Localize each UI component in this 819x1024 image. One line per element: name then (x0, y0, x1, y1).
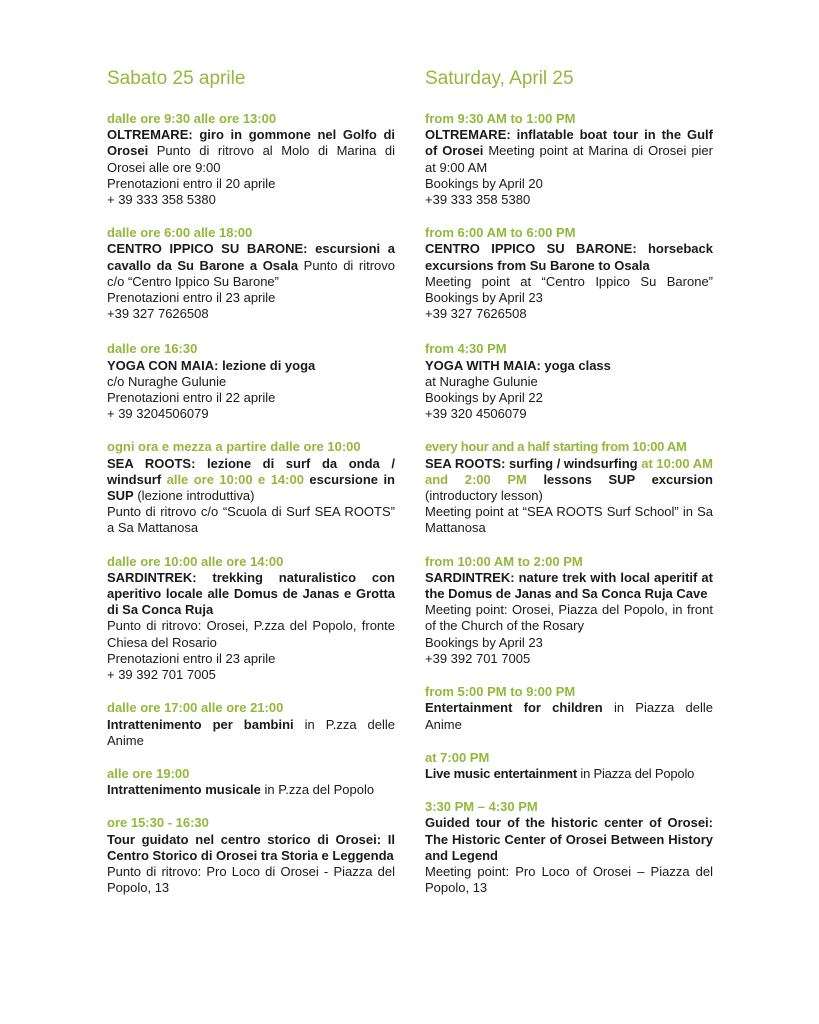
event-details: Meeting point at Marina di Orosei pier at 9:00 AM (425, 143, 713, 175)
event-details: Meeting point: Orosei, Piazza del Popolo, in front of the Church of the Rosary (425, 602, 713, 634)
event-title: Tour guidato nel centro storico di Orosei: Il Centro Storico di Orosei tra Storia e Leggenda (107, 831, 395, 863)
event-phone: +39 333 358 5380 (425, 192, 531, 208)
event-time: from 6:00 AM to 6:00 PM (425, 225, 576, 241)
event-time: 3:30 PM – 4:30 PM (425, 799, 538, 815)
event-time: alle ore 19:00 (107, 765, 190, 781)
event-sardintrek-it (107, 554, 395, 684)
event-title: Live music entertainment (425, 765, 577, 781)
event-time: dalle ore 6:00 alle 18:00 (107, 225, 253, 241)
event-tour-it (107, 815, 395, 896)
event-details: Meeting point: Pro Loco of Orosei – Piazza del Popolo, 13 (425, 863, 713, 896)
event-time: dalle ore 16:30 (107, 341, 198, 357)
event-details: at Nuraghe Gulunie (425, 373, 538, 389)
event-oltremare-it (107, 111, 395, 208)
english-column (425, 66, 713, 896)
event-phone: +39 320 4506079 (425, 406, 527, 422)
event-note: (lezione introduttiva) (133, 488, 255, 504)
event-phone: +39 327 7626508 (425, 306, 527, 322)
event-title: SEA ROOTS: surfing / windsurfing (425, 455, 638, 471)
event-booking: Prenotazioni entro il 23 aprile (107, 290, 276, 306)
event-title: Entertainment for children (425, 700, 603, 716)
event-details: Punto di ritrovo c/o “Centro Ippico Su Barone” (107, 257, 396, 289)
event-details: in Piazza del Popolo (576, 765, 695, 781)
event-title: SARDINTREK: trekking naturalistico con aperitivo locale alle Domus de Janas e Grotta di Sa Conca Ruja (107, 569, 395, 618)
event-time: from 9:30 AM to 1:00 PM (425, 111, 576, 126)
event-highlight-times: alle ore 10:00 e 14:00 (161, 471, 304, 487)
event-time: ore 15:30 - 16:30 (107, 815, 209, 831)
event-details: Punto di ritrovo: Orosei, P.zza del Popolo, fronte Chiesa del Rosario (107, 618, 395, 650)
event-title: Guided tour of the historic center of Orosei: The Historic Center of Orosei Between History and Legend (425, 815, 713, 863)
event-title: CENTRO IPPICO SU BARONE: horseback excursions from Su Barone to Osala (425, 241, 713, 273)
event-ippico-en (425, 225, 713, 322)
event-phone: + 39 333 358 5380 (107, 192, 216, 208)
event-phone: +39 392 701 7005 (425, 650, 531, 666)
event-time: dalle ore 10:00 alle ore 14:00 (107, 553, 284, 569)
event-booking: Prenotazioni entro il 20 aprile (107, 175, 276, 191)
event-yoga-en (425, 341, 713, 422)
event-title: Intrattenimento musicale (107, 782, 261, 798)
event-time: from 10:00 AM to 2:00 PM (425, 553, 583, 569)
event-sardintrek-en (425, 554, 713, 667)
event-details: Punto di ritrovo c/o “Scuola di Surf SEA ROOTS” a Sa Mattanosa (107, 504, 395, 536)
event-ippico-it (107, 225, 395, 322)
event-title: YOGA CON MAIA: lezione di yoga (107, 357, 316, 373)
event-time: from 4:30 PM (425, 341, 507, 357)
event-time: ogni ora e mezza a partire dalle ore 10:00 (107, 439, 361, 455)
event-details: Meeting point at “Centro Ippico Su Barone” Bookings by April 23 (425, 273, 713, 306)
event-booking: Bookings by April 20 (425, 175, 543, 191)
event-details: c/o Nuraghe Gulunie (107, 373, 227, 389)
event-oltremare-en (425, 111, 713, 208)
event-children-en (425, 684, 713, 733)
event-details: Meeting point at “SEA ROOTS Surf School” in Sa Mattanosa (425, 504, 713, 536)
event-title: SEA ROOTS: lezione di surf da onda / windsurf (107, 455, 395, 487)
event-searoots-en (425, 439, 713, 536)
english-heading: Saturday, April 25 (425, 68, 574, 89)
event-phone: +39 327 7626508 (107, 306, 209, 322)
event-note: (introductory lesson) (425, 488, 543, 504)
event-title: OLTREMARE: inflatable boat tour in the Gulf of Orosei (425, 127, 713, 159)
italian-column (107, 66, 395, 896)
event-phone: + 39 392 701 7005 (107, 667, 216, 683)
event-title: SARDINTREK: nature trek with local aperitif at the Domus de Janas and Sa Conca Ruja Cave (425, 569, 713, 602)
event-time: from 5:00 PM to 9:00 PM (425, 684, 576, 700)
event-children-it (107, 700, 395, 749)
event-title-continued: escursione in SUP (107, 471, 396, 504)
event-title: YOGA WITH MAIA: yoga class (425, 357, 611, 373)
event-details: Punto di ritrovo: Pro Loco di Orosei - Piazza del Popolo, 13 (107, 863, 395, 896)
event-booking: Bookings by April 23 (425, 634, 543, 650)
event-phone: + 39 3204506079 (107, 406, 209, 422)
event-details: in Piazza delle Anime (425, 700, 713, 732)
event-booking: Prenotazioni entro il 22 aprile (107, 390, 276, 406)
event-details: Punto di ritrovo al Molo di Marina di Orosei alle ore 9:00 (107, 143, 395, 175)
event-title: OLTREMARE: giro in gommone nel Golfo di Orosei (107, 127, 395, 159)
event-tour-en (425, 799, 713, 896)
event-yoga-it (107, 341, 395, 422)
event-details: in P.zza del Popolo (260, 782, 375, 798)
event-music-it (107, 766, 395, 798)
event-booking: Prenotazioni entro il 23 aprile (107, 650, 276, 666)
event-title: Intrattenimento per bambini (107, 716, 294, 732)
event-time: at 7:00 PM (425, 749, 490, 765)
event-highlight-times: at 10:00 AM and 2:00 PM (425, 455, 713, 487)
event-booking: Bookings by April 22 (425, 390, 543, 406)
event-title: CENTRO IPPICO SU BARONE: escursioni a cavallo da Su Barone a Osala (107, 241, 395, 273)
event-music-en (425, 750, 713, 782)
event-time: dalle ore 17:00 alle ore 21:00 (107, 700, 284, 716)
event-title-continued: lessons SUP excursion (526, 471, 713, 487)
event-details: in P.zza delle Anime (107, 716, 395, 748)
event-time: every hour and a half starting from 10:00 AM (425, 439, 687, 455)
italian-heading: Sabato 25 aprile (107, 68, 246, 89)
event-searoots-it (107, 439, 395, 536)
event-time: dalle ore 9:30 alle ore 13:00 (107, 111, 277, 126)
